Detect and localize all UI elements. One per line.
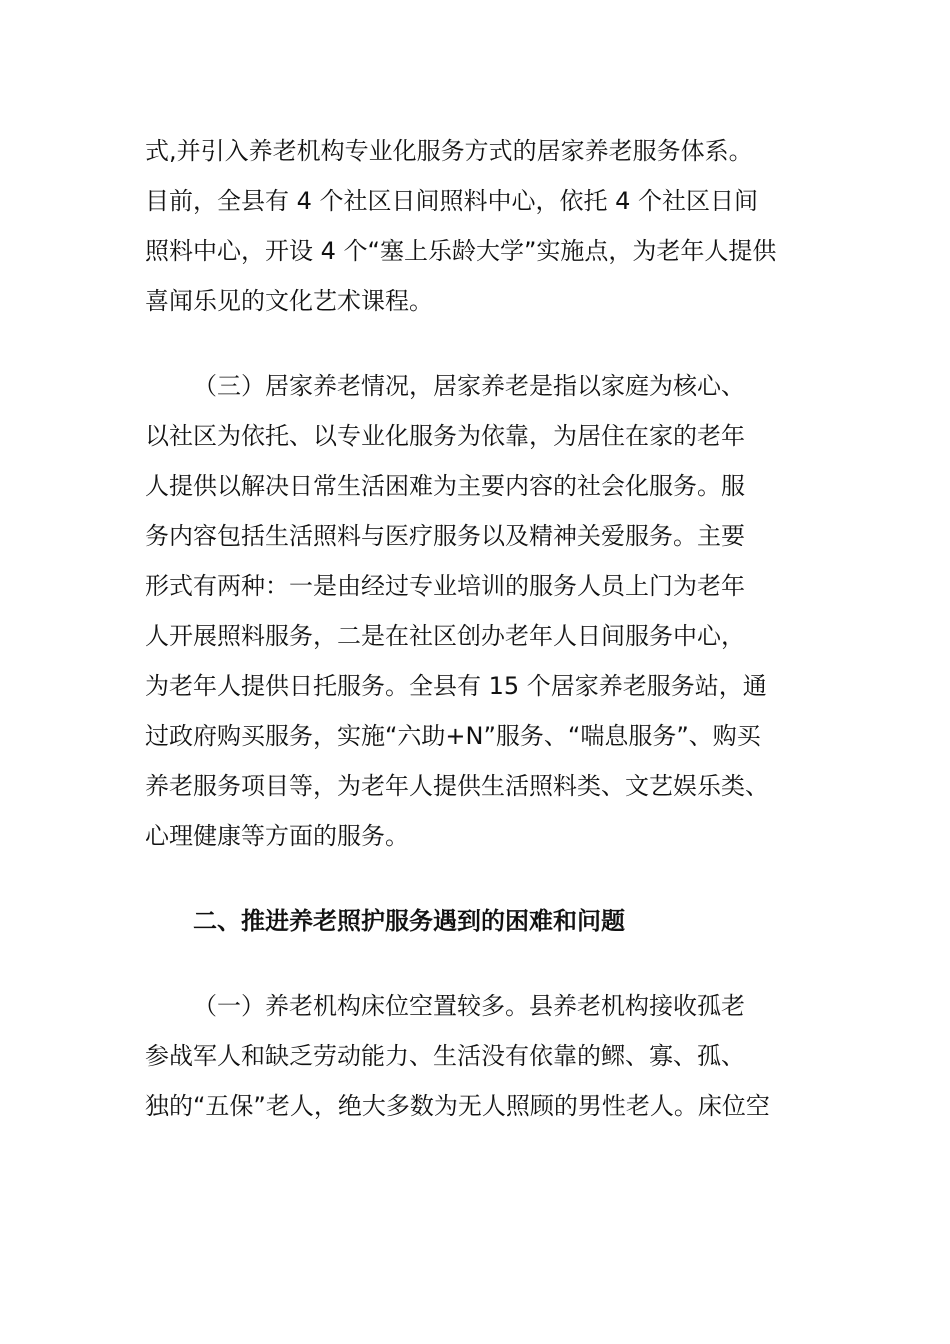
text-line: 形式有两种：一是由经过专业培训的服务人员上门为老年 (145, 572, 745, 600)
text-line: 目前，全县有 4 个社区日间照料中心，依托 4 个社区日间 (145, 187, 759, 215)
text-line: 参战军人和缺乏劳动能力、生活没有依靠的鳏、寡、孤、 (145, 1042, 745, 1070)
text-line: 人开展照料服务，二是在社区创办老年人日间服务中心， (145, 622, 745, 650)
text-line: （三）居家养老情况，居家养老是指以家庭为核心、 (193, 372, 745, 400)
text-line: 务内容包括生活照料与医疗服务以及精神关爱服务。主要 (145, 522, 745, 550)
text-line: 养老服务项目等，为老年人提供生活照料类、文艺娱乐类、 (145, 772, 769, 800)
text-line: 人提供以解决日常生活困难为主要内容的社会化服务。服 (145, 472, 745, 500)
section-heading: 二、推进养老照护服务遇到的困难和问题 (193, 907, 625, 935)
text-line: 独的“五保”老人，绝大多数为无人照顾的男性老人。床位空 (145, 1092, 770, 1120)
text-line: 心理健康等方面的服务。 (145, 822, 409, 850)
text-line: 喜闻乐见的文化艺术课程。 (145, 287, 433, 315)
text-line: 以社区为依托、以专业化服务为依靠，为居住在家的老年 (145, 422, 745, 450)
text-line: 过政府购买服务，实施“六助+N”服务、“喘息服务”、购买 (145, 722, 761, 750)
text-line: （一）养老机构床位空置较多。县养老机构接收孤老 (193, 992, 745, 1020)
text-line: 式,并引入养老机构专业化服务方式的居家养老服务体系。 (145, 137, 753, 165)
text-line: 为老年人提供日托服务。全县有 15 个居家养老服务站，通 (145, 672, 767, 700)
text-line: 照料中心，开设 4 个“塞上乐龄大学”实施点，为老年人提供 (145, 237, 777, 265)
